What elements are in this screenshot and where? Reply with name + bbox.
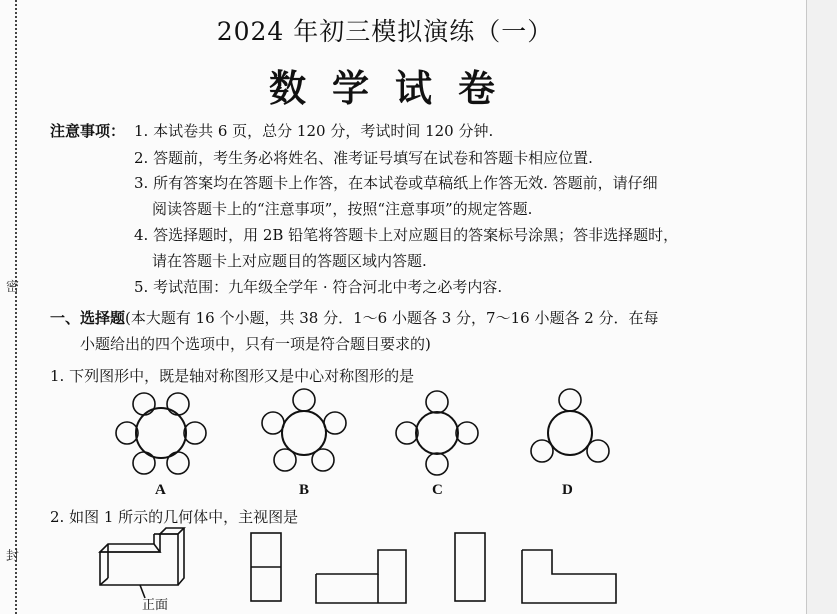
note-item-4: 4. 答选择题时，用 2B 铅笔将答题卡上对应题目的答案标号涂黑；答非选择题时， (134, 226, 679, 244)
exam-subject: 数学试卷 (269, 66, 521, 110)
front-face-label: 正面 (142, 598, 169, 613)
option-d-figure (531, 389, 609, 462)
option-a-figure (116, 393, 206, 474)
note-item-5: 5. 考试范围：九年级全学年 · 符合河北中考之必考内容. (134, 278, 503, 296)
question-1-text: 1. 下列图形中，既是轴对称图形又是中心对称图形的是 (50, 367, 415, 385)
window-margin (806, 0, 837, 614)
note-item-2: 2. 答题前，考生务必将姓名、准考证号填写在试卷和答题卡相应位置. (134, 149, 593, 167)
q2-view-a (251, 533, 281, 601)
option-a-label: A (155, 482, 166, 498)
solid-figure (100, 528, 184, 598)
exam-title: 2024 年初三模拟演练（一） (216, 17, 554, 46)
binding-mark-2: 封 (6, 549, 20, 564)
option-c-label: C (432, 482, 443, 498)
option-b-label: B (299, 482, 310, 498)
question-2-text: 2. 如图 1 所示的几何体中，主视图是 (50, 508, 299, 526)
note-item-3-cont: 阅读答题卡上的“注意事项”，按照“注意事项”的规定答题. (152, 200, 533, 218)
section1-desc2: 小题给出的四个选项中，只有一项是符合题目要求的) (80, 335, 431, 353)
note-item-1: 1. 本试卷共 6 页，总分 120 分，考试时间 120 分钟. (134, 122, 494, 140)
section1-heading: 一、选择题 (50, 309, 126, 327)
q2-view-c (455, 533, 485, 601)
section1-desc1: (本大题有 16 个小题，共 38 分．1～6 小题各 3 分，7～16 小题各 2 分．在每 (125, 309, 659, 327)
option-b-figure (262, 389, 346, 471)
q2-view-b (316, 550, 406, 603)
binding-mark-1: 密 (6, 280, 20, 295)
option-c-figure (396, 391, 478, 475)
note-item-4-cont: 请在答题卡上对应题目的答题区域内答题. (152, 252, 427, 270)
option-d-label: D (562, 482, 573, 498)
q2-view-d (522, 550, 616, 603)
note-item-3: 3. 所有答案均在答题卡上作答，在本试卷或草稿纸上作答无效. 答题前，请仔细 (134, 174, 658, 192)
notes-label: 注意事项： (50, 122, 126, 140)
